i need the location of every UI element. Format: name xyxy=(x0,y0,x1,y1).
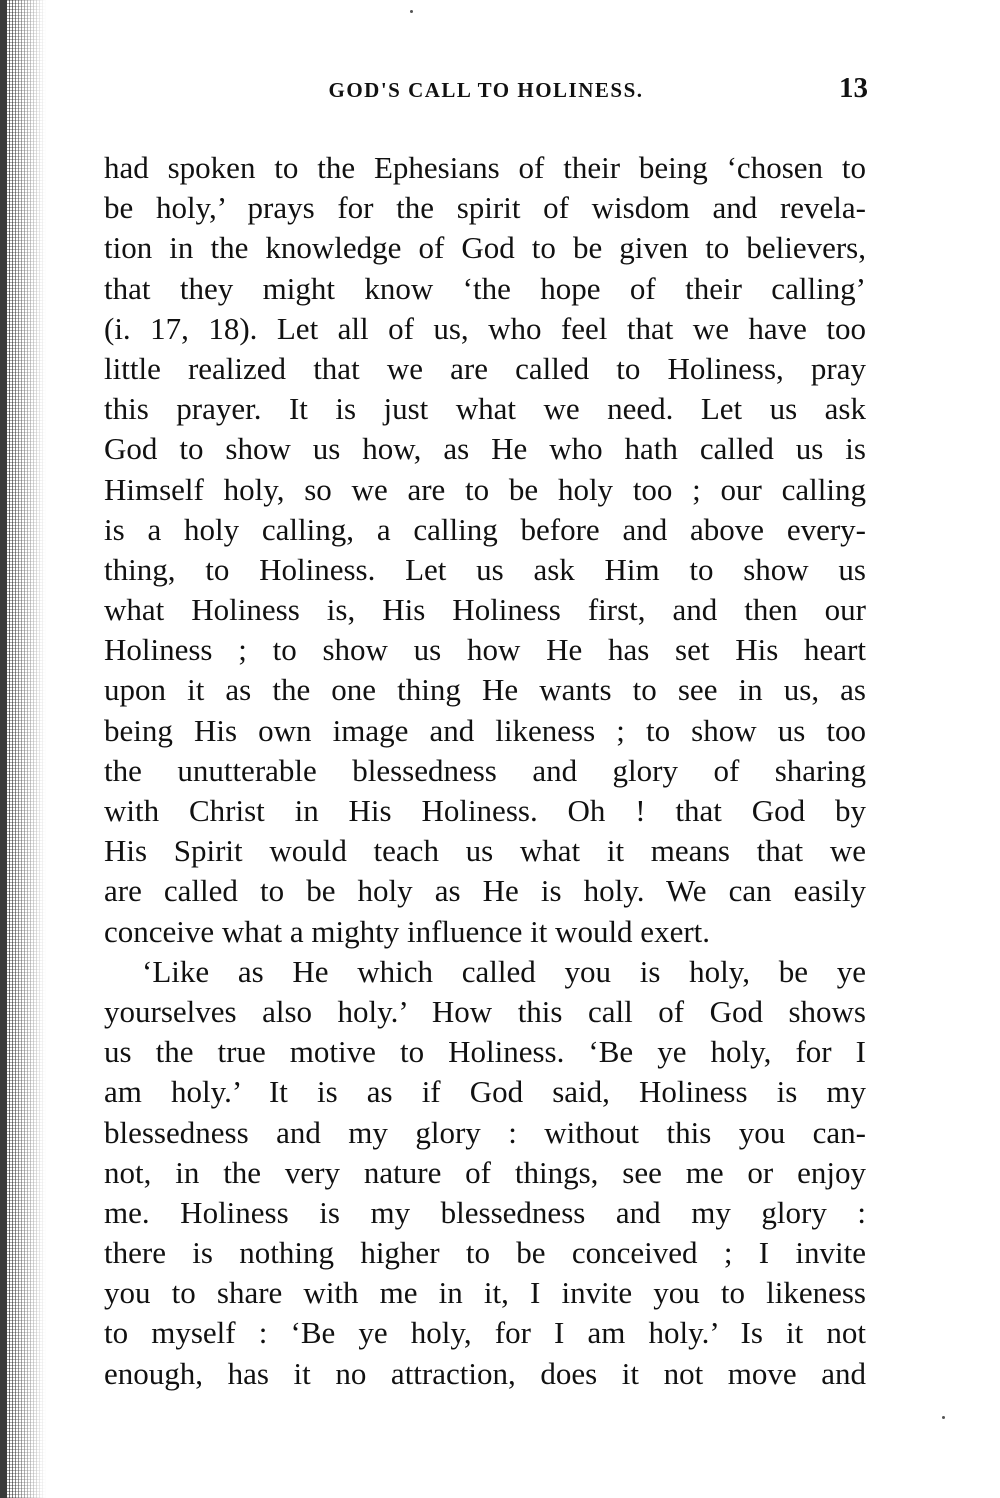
text-line: me. Holiness is my blessedness and my glory : xyxy=(104,1194,866,1230)
running-title: GOD'S CALL TO HOLINESS. xyxy=(328,78,644,102)
text-line: are called to be holy as He is holy. We can easily xyxy=(104,873,866,909)
text-line: Himself holy, so we are to be holy too ; our calling xyxy=(104,471,866,507)
text-line: be holy,’ prays for the spirit of wisdom and revela- xyxy=(104,190,866,226)
text-line: Holiness ; to show us how He has set His heart xyxy=(104,632,866,668)
text-line: to myself : ‘Be ye holy, for I am holy.’ Is it not xyxy=(104,1315,866,1351)
text-line: the unutterable blessedness and glory of sharing xyxy=(104,752,866,788)
text-line: that they might know ‘the hope of their calling’ xyxy=(104,270,866,306)
text-line: this prayer. It is just what we need. Let us ask xyxy=(104,391,866,427)
text-line: yourselves also holy.’ How this call of God shows xyxy=(104,993,866,1029)
text-line: not, in the very nature of things, see me or enjoy xyxy=(104,1154,866,1190)
text-line: us the true motive to Holiness. ‘Be ye holy, for I xyxy=(104,1034,866,1070)
text-line: tion in the knowledge of God to be given to believers, xyxy=(104,230,866,266)
text-line: you to share with me in it, I invite you to likeness xyxy=(104,1275,866,1311)
text-line: is a holy calling, a calling before and above every- xyxy=(104,511,866,547)
text-line: there is nothing higher to be conceived ; I invite xyxy=(104,1235,866,1271)
running-header xyxy=(104,72,868,108)
body-text xyxy=(104,148,866,1394)
text-line: am holy.’ It is as if God said, Holiness is my xyxy=(104,1074,866,1110)
text-line: God to show us how, as He who hath called us is xyxy=(104,431,866,467)
text-line: ‘Like as He which called you is holy, be ye xyxy=(142,953,866,989)
text-line: what Holiness is, His Holiness first, and then our xyxy=(104,592,866,628)
scan-speck xyxy=(942,1416,945,1419)
scan-speck xyxy=(410,10,413,13)
text-line: His Spirit would teach us what it means that we xyxy=(104,833,866,869)
text-line: enough, has it no attraction, does it not move and xyxy=(104,1355,866,1391)
page-number: 13 xyxy=(839,72,868,104)
text-line: being His own image and likeness ; to show us too xyxy=(104,712,866,748)
text-line: with Christ in His Holiness. Oh ! that God by xyxy=(104,793,866,828)
text-line: conceive what a mighty influence it would exert. xyxy=(104,913,711,949)
text-line: upon it as the one thing He wants to see in us, as xyxy=(104,672,866,708)
text-line: little realized that we are called to Holiness, pray xyxy=(104,350,866,386)
text-line: blessedness and my glory : without this you can- xyxy=(104,1114,866,1150)
text-line: (i. 17, 18). Let all of us, who feel that we have too xyxy=(104,310,866,346)
page-edge xyxy=(0,0,7,1498)
text-line: thing, to Holiness. Let us ask Him to show us xyxy=(104,551,866,587)
text-line: had spoken to the Ephesians of their being ‘chosen to xyxy=(104,150,866,185)
